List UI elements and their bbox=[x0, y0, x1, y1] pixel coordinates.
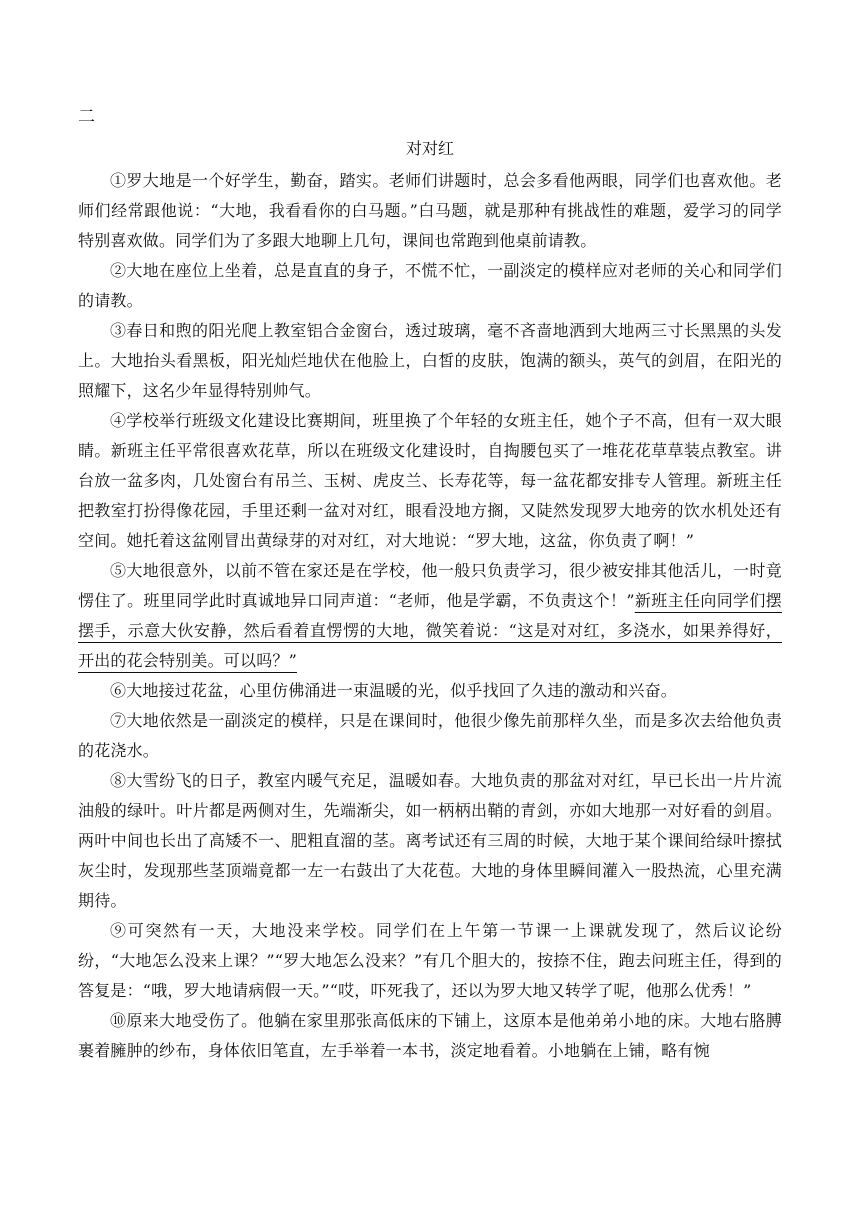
paragraph-8: ⑧大雪纷飞的日子，教室内暖气充足，温暖如春。大地负责的那盆对对红，早已长出一片片流油般的绿叶。叶片都是两侧对生，先端渐尖，如一柄柄出鞘的青剑，亦如大地那一对好看的剑眉。两叶中间也长出了高矮不一、肥粗直溜的茎。离考试还有三周的时候，大地于某个课间给绿叶擦拭灰尘时，发现那些茎顶端竟都一左一右鼓出了大花苞。大地的身体里瞬间灌入一股热流，心里充满期待。 bbox=[78, 771, 782, 910]
paragraph-10: ⑩原来大地受伤了。他躺在家里那张高低床的下铺上，这原本是他弟弟小地的床。大地右胳膊裹着臃肿的纱布，身体依旧笔直，左手举着一本书，淡定地看着。小地躺在上铺，略有惋 bbox=[78, 1011, 782, 1060]
paragraph-6: ⑥大地接过花盆，心里仿佛涌进一束温暖的光，似乎找回了久违的激动和兴奋。 bbox=[110, 681, 678, 700]
paragraph-7: ⑦大地依然是一副淡定的模样，只是在课间时，他很少像先前那样久坐，而是多次去给他负责的花浇水。 bbox=[78, 711, 782, 760]
document-page bbox=[78, 106, 782, 1066]
paragraph-3: ③春日和煦的阳光爬上教室铝合金窗台，透过玻璃，毫不吝啬地洒到大地两三寸长黑黑的头发上。大地抬头看黑板，阳光灿烂地伏在他脸上，白皙的皮肤，饱满的额头，英气的剑眉，在阳光的照耀下，这名少年显得特别帅气。 bbox=[78, 321, 782, 400]
paragraph-9: ⑨可突然有一天，大地没来学校。同学们在上午第一节课一上课就发现了，然后议论纷纷，“大地怎么没来上课？”“罗大地怎么没来？”有几个胆大的，按捺不住，跑去问班主任，得到的答复是：“哦，罗大地请病假一天。”“哎，吓死我了，还以为罗大地又转学了呢，他那么优秀！” bbox=[78, 921, 782, 1000]
paragraph-5-text: ⑤大地很意外，以前不管在家还是在学校，他一般只负责学习，很少被安排其他活儿，一时竟愣住了。班里同学此时真诚地异口同声道：“老师，他是学霸，不负责这个！” bbox=[78, 561, 782, 610]
article-title: 对对红 bbox=[405, 139, 454, 158]
paragraph-5-underlined-sentence: 新班主任向同学们摆摆手，示意大伙安静，然后看着直愣愣的大地，微笑着说：“这是对对红，多浇水，如果养得好，开出的花会特别美。可以吗？” bbox=[78, 591, 782, 670]
paragraph-2: ②大地在座位上坐着，总是直直的身子，不慌不忙，一副淡定的模样应对老师的关心和同学们的请教。 bbox=[78, 261, 782, 310]
paragraph-1: ①罗大地是一个好学生，勤奋，踏实。老师们讲题时，总会多看他两眼，同学们也喜欢他。老师们经常跟他说：“大地，我看看你的白马题。”白马题，就是那种有挑战性的难题，爱学习的同学特别喜欢做。同学们为了多跟大地聊上几句，课间也常跑到他桌前请教。 bbox=[78, 171, 782, 250]
paragraph-4: ④学校举行班级文化建设比赛期间，班里换了个年轻的女班主任，她个子不高，但有一双大眼睛。新班主任平常很喜欢花草，所以在班级文化建设时，自掏腰包买了一堆花花草草装点教室。讲台放一盆多肉，几处窗台有吊兰、玉树、虎皮兰、长寿花等，每一盆花都安排专人管理。新班主任把教室打扮得像花园，手里还剩一盆对对红，眼看没地方搁，又陡然发现罗大地旁的饮水机处还有空间。她托着这盆刚冒出黄绿芽的对对红，对大地说：“罗大地，这盆，你负责了啊！” bbox=[78, 411, 782, 550]
paragraph-5 bbox=[78, 556, 782, 676]
section-number: 二 bbox=[78, 107, 95, 127]
